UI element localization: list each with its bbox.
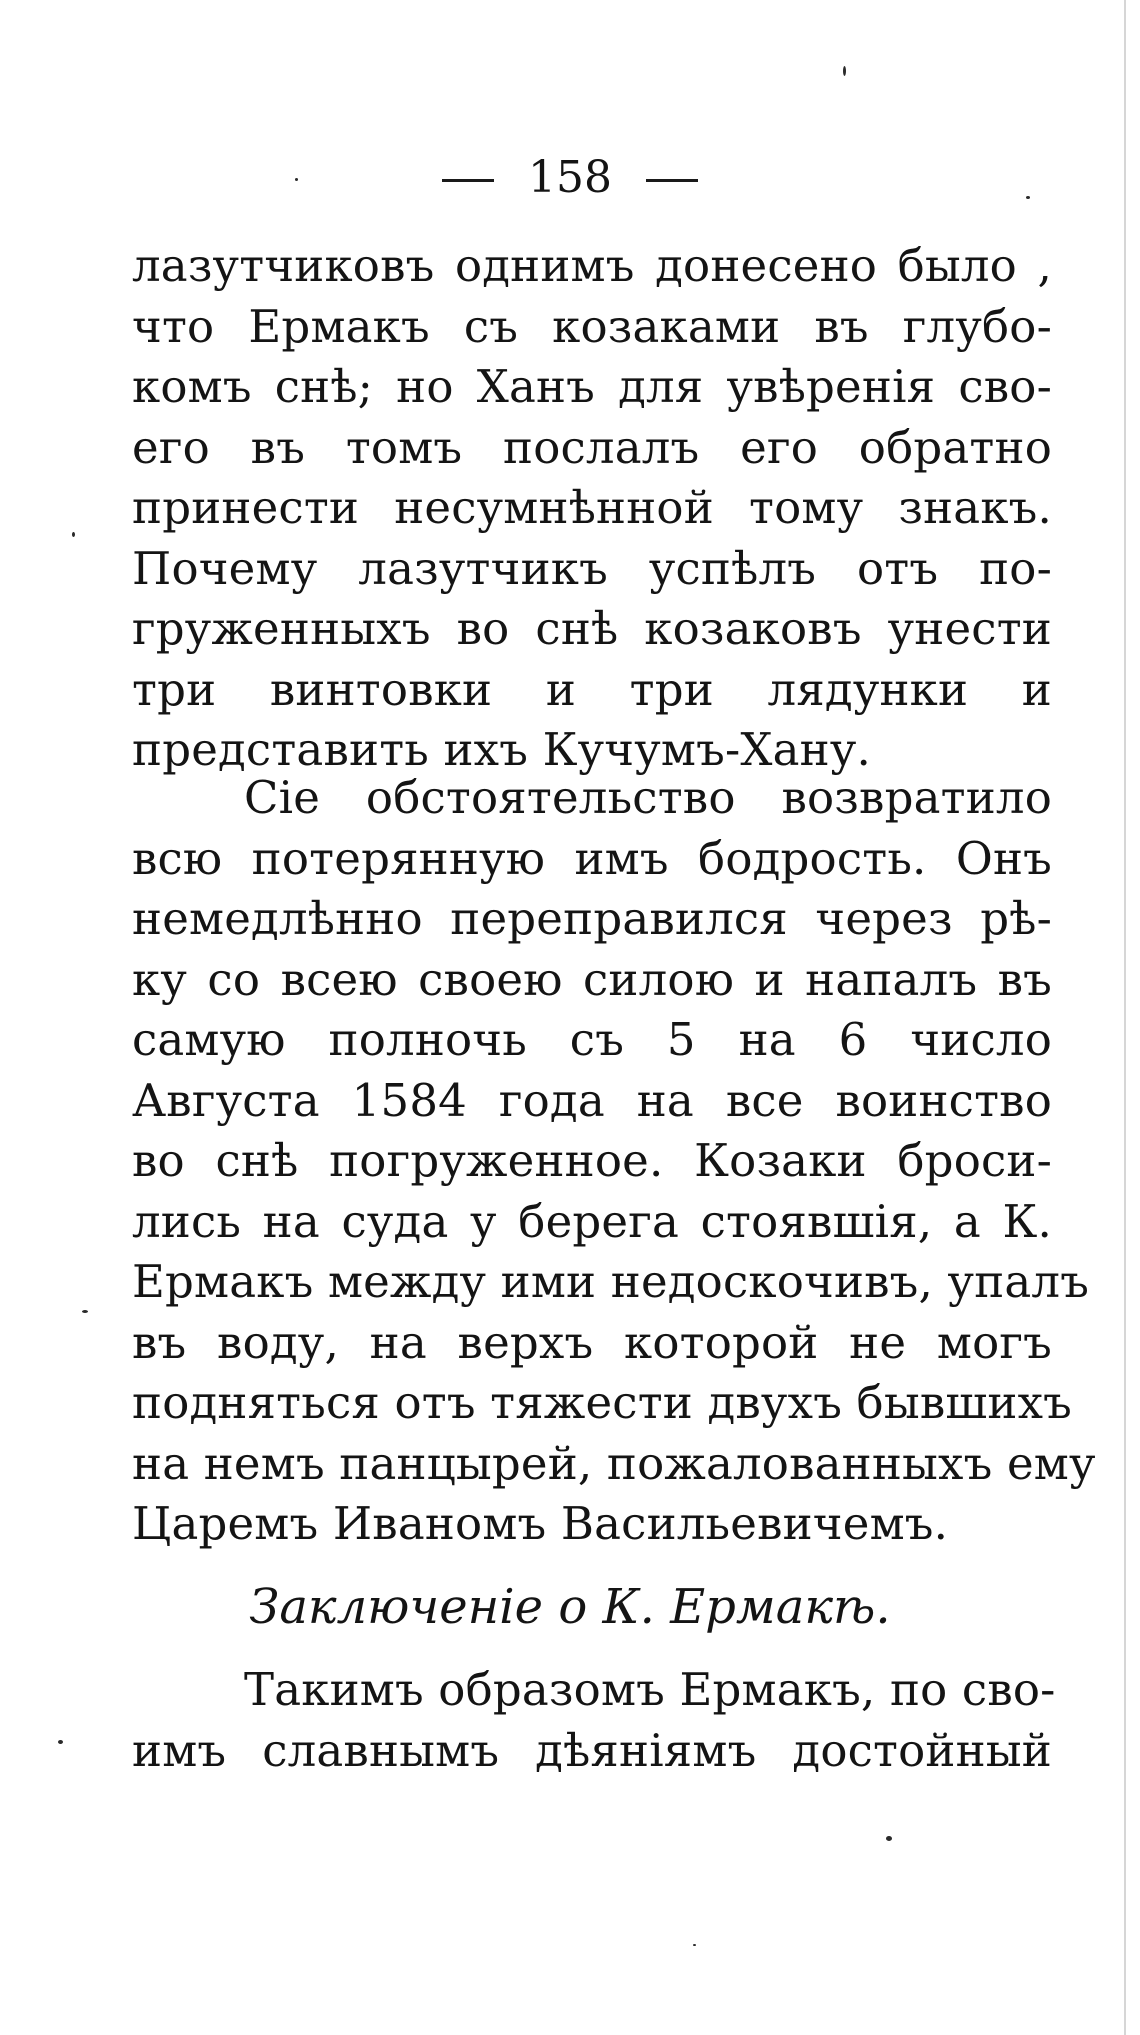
page-header (0, 148, 1140, 208)
text-line: Царемъ Иваномъ Васильевичемъ. (132, 1497, 949, 1550)
text-line: комъ снѣ; но Ханъ для увѣренія сво- (132, 360, 1052, 413)
scan-speck (1026, 196, 1030, 199)
section-heading: Заключеніе о К. Ермакѣ. (249, 1579, 891, 1635)
text-line: подняться отъ тяжести двухъ бывшихъ (132, 1376, 1073, 1429)
paragraph-1 (132, 236, 1052, 781)
scan-speck (693, 1944, 696, 1946)
text-line: Сіе обстоятельство возвратило (244, 771, 1052, 824)
text-line: Почему лазутчикъ успѣлъ отъ по- (132, 541, 1052, 595)
text-line: три винтовки и три лядунки и (132, 662, 1052, 716)
text-line: груженныхъ во снѣ козаковъ унести (132, 602, 1052, 655)
text-line: лазутчиковъ однимъ донесено было , (132, 239, 1052, 292)
scan-speck (72, 532, 75, 537)
text-line: всю потерянную имъ бодрость. Онъ (132, 831, 1052, 885)
header-dash-left (442, 179, 494, 182)
page-edge-line (1124, 0, 1126, 2035)
text-line: въ воду, на верхъ которой не могъ (132, 1315, 1052, 1369)
paragraph-3 (132, 1660, 1056, 1781)
text-line: ку со всею своею силою и напалъ въ (132, 952, 1052, 1006)
text-line: Такимъ образомъ Ермакъ, по сво- (244, 1663, 1056, 1716)
text-line: Ермакъ между ими недоскочивъ, упалъ (132, 1255, 1090, 1308)
scan-speck (295, 178, 298, 181)
text-line: что Ермакъ съ козаками въ глубо- (132, 299, 1052, 353)
text-line: во снѣ погруженное. Козаки броси- (132, 1134, 1052, 1187)
text-line: самую полночь съ 5 на 6 число (132, 1013, 1052, 1066)
text-line: имъ славнымъ дѣяніямъ достойный (132, 1723, 1052, 1777)
text-line: лись на суда у берега стоявшія, а К. (132, 1194, 1052, 1248)
page-number: 158 (528, 152, 612, 203)
text-line: Августа 1584 года на все воинство (132, 1073, 1052, 1127)
text-line: принести несумнѣнной тому знакъ. (132, 481, 1052, 534)
paragraph-2 (132, 768, 1096, 1555)
text-line: немедлѣнно переправился через рѣ- (132, 892, 1052, 945)
scan-speck (843, 66, 846, 76)
text-line: представить ихъ Кучумъ-Хану. (132, 723, 872, 776)
scan-speck (58, 1740, 63, 1744)
text-line: на немъ панцырей, пожалованныхъ ему (132, 1436, 1096, 1490)
scan-speck (886, 1836, 892, 1841)
header-dash-right (646, 179, 698, 182)
scan-speck (82, 1310, 88, 1313)
text-line: его въ томъ послалъ его обратно (132, 420, 1052, 474)
